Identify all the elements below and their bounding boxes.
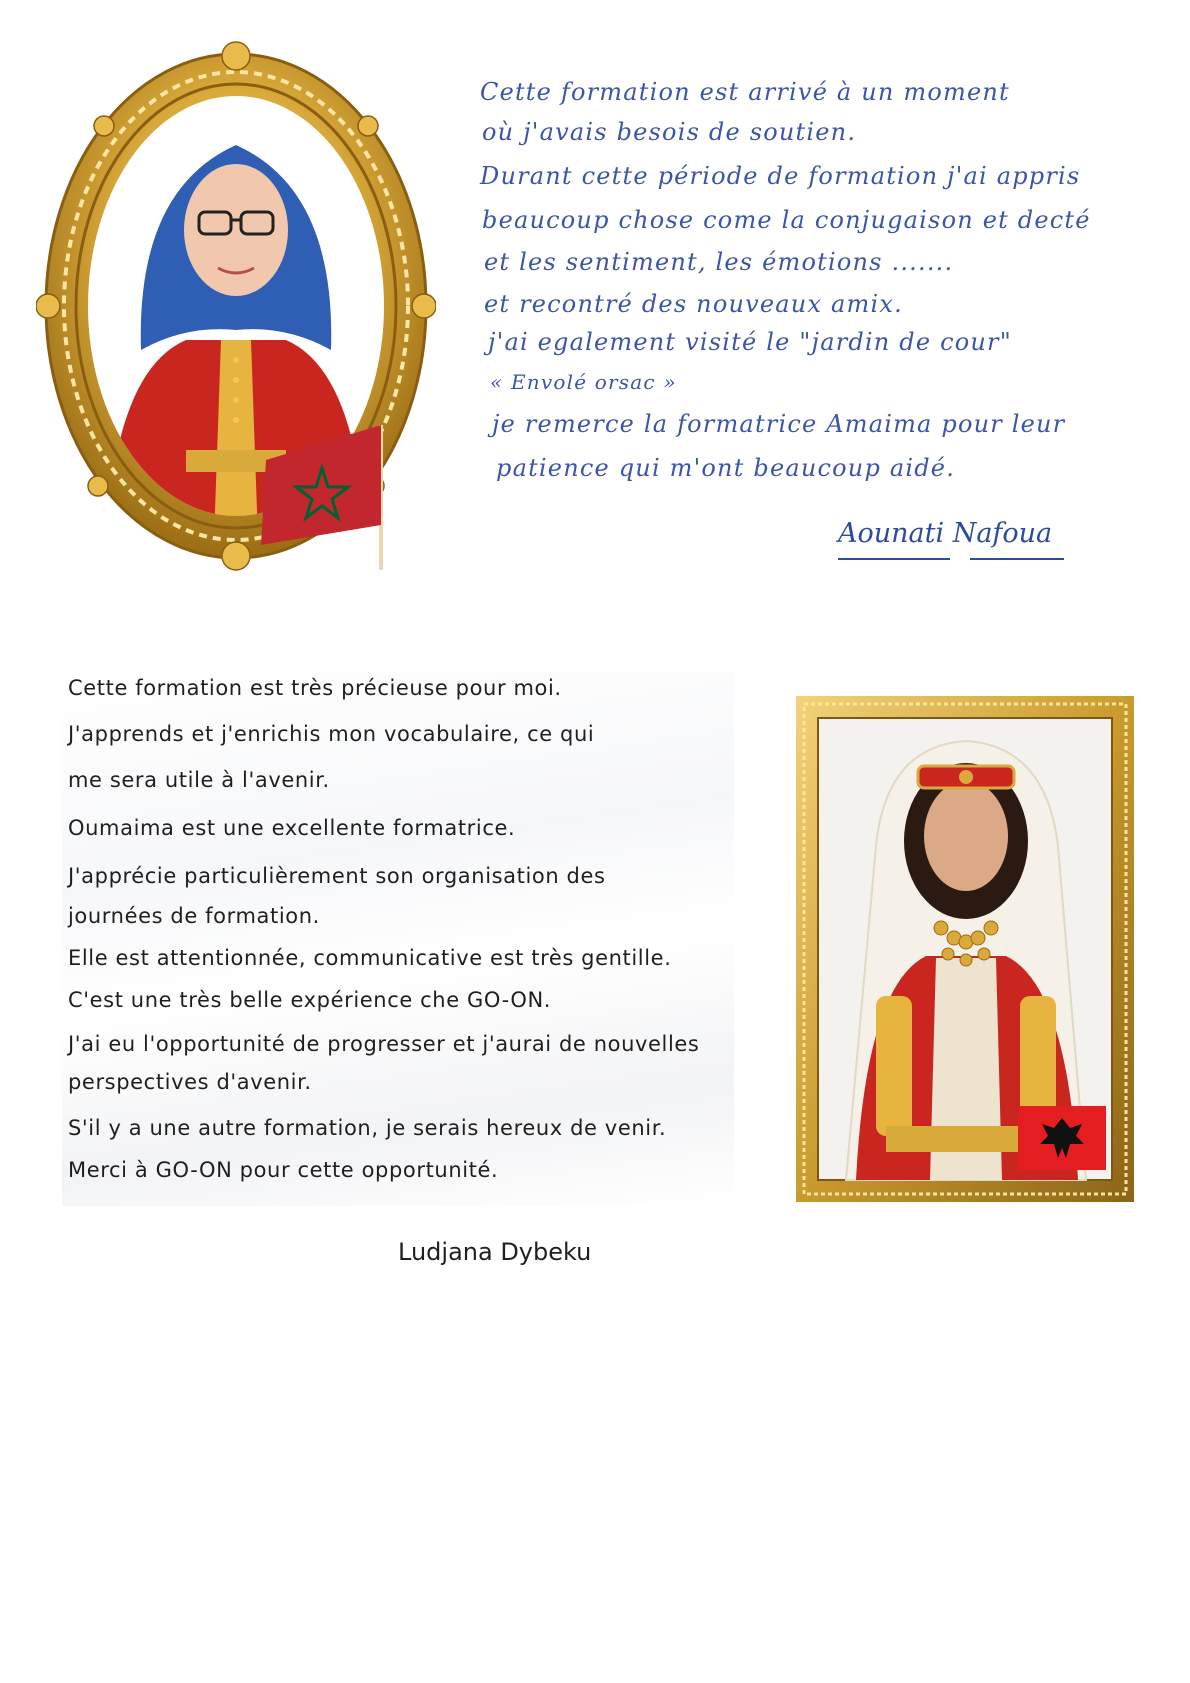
- handwritten-letter-1: [480, 70, 1100, 590]
- letter1-line: patience qui m'ont beaucoup aidé.: [496, 454, 956, 482]
- portrait-oval-frame: [36, 40, 436, 572]
- letter2-line: perspectives d'avenir.: [68, 1070, 312, 1094]
- letter2-line: J'apprends et j'enrichis mon vocabulaire, ce qui: [68, 722, 595, 746]
- albania-flag-icon: [1018, 1106, 1106, 1170]
- letter1-line: beaucoup chose come la conjugaison et decté: [482, 206, 1091, 234]
- letter1-line: et les sentiment, les émotions .......: [484, 248, 954, 276]
- letter2-line: me sera utile à l'avenir.: [68, 768, 330, 792]
- portrait-photo: [796, 696, 1134, 1202]
- portrait-rect-frame: [796, 696, 1134, 1202]
- letter2-line: C'est une très belle expérience che GO-ON.: [68, 988, 552, 1012]
- handwritten-letter-2: [62, 672, 734, 1206]
- letter1-line: où j'avais besois de soutien.: [482, 118, 857, 146]
- letter1-line: j'ai egalement visité le "jardin de cour": [488, 328, 1012, 356]
- letter2-line: J'ai eu l'opportunité de progresser et j'aurai de nouvelles: [68, 1032, 700, 1056]
- signature-1-text: Aounati Nafoua: [838, 518, 1053, 549]
- letter2-line: S'il y a une autre formation, je serais hereux de venir.: [68, 1116, 667, 1140]
- signature-underline: [838, 558, 950, 560]
- signature-2: Ludjana Dybeku: [398, 1238, 592, 1266]
- letter1-line: je remerce la formatrice Amaima pour leur: [492, 410, 1066, 438]
- portrait-illustration: [36, 40, 436, 572]
- letter2-line: Cette formation est très précieuse pour moi.: [68, 676, 562, 700]
- signature-underline: [970, 558, 1064, 560]
- letter1-line: Cette formation est arrivé à un moment: [480, 78, 1010, 106]
- letter1-line: Durant cette période de formation j'ai appris: [480, 162, 1081, 190]
- letter2-line: Merci à GO-ON pour cette opportunité.: [68, 1158, 499, 1182]
- letter2-line: Elle est attentionnée, communicative est très gentille.: [68, 946, 672, 970]
- letter2-line: journées de formation.: [68, 904, 320, 928]
- letter1-line: et recontré des nouveaux amix.: [484, 290, 903, 318]
- letter2-line: J'apprécie particulièrement son organisation des: [68, 864, 606, 888]
- letter1-line: « Envolé orsac »: [490, 370, 677, 394]
- letter2-line: Oumaima est une excellente formatrice.: [68, 816, 516, 840]
